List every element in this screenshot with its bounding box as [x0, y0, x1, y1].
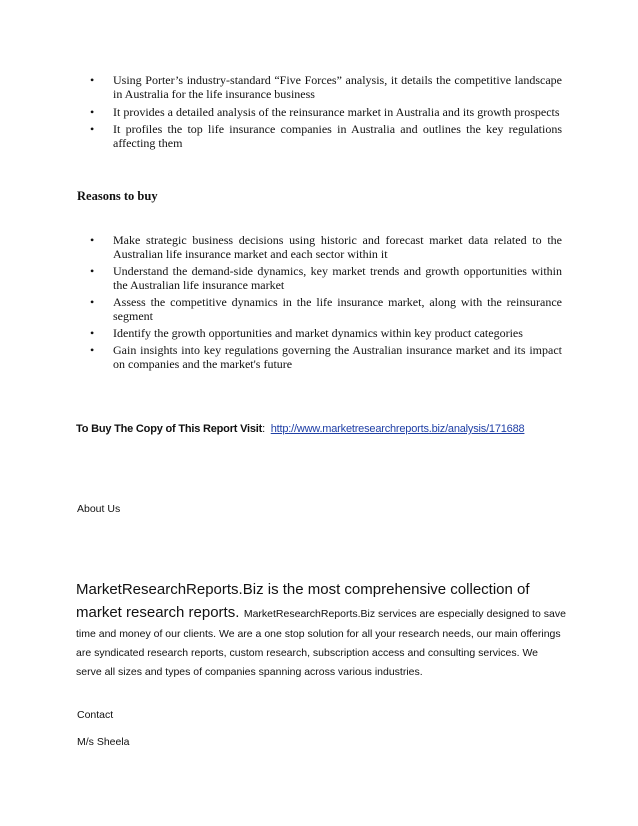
buy-report-separator: :	[262, 423, 265, 435]
buy-report-line	[76, 423, 524, 435]
list-item	[90, 122, 562, 150]
list-item-text: Make strategic business decisions using historic and forecast market data related to the Australian life insurance market and each sector within it	[113, 233, 562, 261]
report-link[interactable]: http://www.marketresearchreports.biz/analysis/171688	[270, 423, 525, 435]
description-body: MarketResearchReports.Biz services are especially designed to save time and money of our clients. We are a one stop solution for all your research needs, our main offerings are syndicated research reports, custom research, subscription access and consulting services. We serve all sizes and types of companies spanning across various industries.	[76, 608, 566, 678]
list-item-text: Assess the competitive dynamics in the life insurance market, along with the reinsurance segment	[113, 295, 562, 323]
list-item-text: It provides a detailed analysis of the reinsurance market in Australia and its growth prospects	[113, 104, 560, 119]
bullet-icon: •	[90, 104, 95, 119]
company-description	[76, 578, 566, 681]
reasons-bullet-list	[90, 233, 562, 374]
list-item	[90, 233, 562, 261]
intro-bullet-list	[90, 73, 562, 154]
list-item-text: Gain insights into key regulations governing the Australian insurance market and its impact on companies and the market's future	[113, 343, 562, 371]
list-item-text: It profiles the top life insurance companies in Australia and outlines the key regulations affecting them	[113, 122, 562, 150]
list-item	[90, 73, 562, 101]
list-item-text: Understand the demand-side dynamics, key market trends and growth opportunities within the Australian life insurance market	[113, 264, 562, 292]
description-lead: MarketResearchReports.Biz is the most comprehensive collection of market research reports.	[76, 581, 530, 621]
bullet-icon: •	[90, 122, 95, 136]
list-item-text: Using Porter’s industry-standard “Five Forces” analysis, it details the competitive landscape in Australia for the life insurance business	[113, 73, 562, 101]
bullet-icon: •	[90, 343, 95, 357]
bullet-icon: •	[90, 264, 95, 278]
reasons-heading: Reasons to buy	[77, 189, 158, 203]
list-item	[90, 105, 562, 119]
bullet-icon: •	[90, 73, 95, 87]
bullet-icon: •	[90, 326, 95, 340]
contact-name: M/s Sheela	[77, 736, 130, 748]
contact-label: Contact	[77, 709, 114, 721]
list-item	[90, 295, 562, 323]
list-item	[90, 264, 562, 292]
list-item-text: Identify the growth opportunities and market dynamics within key product categories	[113, 326, 523, 340]
bullet-icon: •	[90, 295, 95, 309]
about-us-title: About Us	[77, 503, 121, 515]
buy-report-label: To Buy The Copy of This Report Visit	[76, 423, 263, 435]
list-item	[90, 326, 562, 340]
list-item	[90, 343, 562, 371]
bullet-icon: •	[90, 233, 95, 247]
